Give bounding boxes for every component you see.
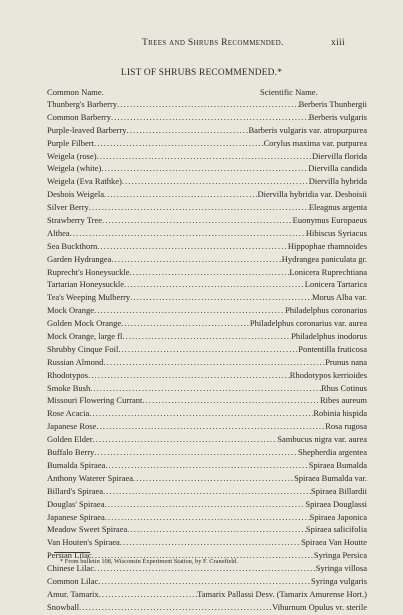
common-name: Anthony Waterer Spiraea [47,472,134,483]
dot-leader [97,241,288,251]
common-name: Van Houten's Spiraea [47,537,120,548]
common-name: Russian Almond [47,356,104,367]
common-name: Amur. Tamarix [47,588,99,599]
list-item [47,331,367,344]
dot-leader [122,331,291,341]
list-item [47,486,367,499]
dot-leader [93,434,278,444]
scientific-name: Lonicera Tartarica [304,279,367,290]
dot-leader [118,344,298,354]
dot-leader [89,408,313,418]
list-item [47,512,367,525]
scientific-name: Syringa Persica [313,550,367,561]
list-item [47,473,367,486]
dot-leader [127,125,249,135]
scientific-name: Philadelphus coronarius [285,305,367,316]
common-name: Sea Buckthorn [47,240,98,251]
footnote: * From bulletin 108, Wisconsin Experiment Station, by F. Cranefield. [60,558,238,565]
list-item [47,434,367,447]
common-name: Purple-leaved Barberry [47,124,127,135]
scientific-name: Spiraea Douglassi [305,498,367,509]
scientific-name: Tamarix Pallassi Desv. (Tamarix Amurense Hort.) [197,588,367,599]
scientific-name: Robinia hispida [313,408,367,419]
common-name: Mock Orange [47,305,94,316]
list-item [47,524,367,537]
common-name: Billard's Spiraea [47,485,104,496]
scientific-name: Rhus Cotinus [320,382,367,393]
list-item [47,125,367,138]
common-name: Chinese Lilac [47,563,94,574]
dot-leader [105,460,308,470]
list-item [47,589,367,602]
footnote-rule [54,552,90,553]
common-name: Golden Elder [47,434,93,445]
dot-leader [130,292,312,302]
common-name: Weigela (white) [47,163,102,174]
scientific-name: Philadelphus inodorus [291,331,367,342]
common-name: Shrubby Cinque Foil [47,343,119,354]
dot-leader [111,112,309,122]
list-item [47,447,367,460]
scientific-name: Diervilla hybridia var. Desboisii [257,189,367,200]
scientific-name: Prunus nana [325,356,367,367]
common-name: Common Lilac [47,575,99,586]
common-name: Rhodotypos [47,369,89,380]
dot-leader [142,395,320,405]
scientific-name: Spiraea Billardii [311,485,367,496]
scientific-name: Euonymus Europaeus [292,215,367,226]
list-item [47,305,367,318]
dot-leader [89,202,309,212]
dot-leader [111,254,281,264]
common-name: Purple Filbert [47,137,94,148]
list-item [47,151,367,164]
list-item [47,408,367,421]
scientific-name: Philadelphus coronarius var. aurea [249,318,367,329]
dot-leader [130,267,290,277]
scientific-name: Syringa villosa [315,563,367,574]
common-name: Tea's Weeping Mulberry [47,292,131,303]
list-item [47,383,367,396]
list-item [47,138,367,151]
running-title: Trees and Shrubs Recommended. [142,37,284,48]
scientific-name: Hydrangea paniculata gr. [281,253,367,264]
dot-leader [117,99,299,109]
scientific-name: Lonicera Ruprechtiana [289,266,367,277]
dot-leader [94,138,264,148]
scientific-name: Syringa vulgaris [311,575,367,586]
dot-leader [98,576,311,586]
dot-leader [121,318,250,328]
page-number: xiii [331,37,345,48]
list-item [47,189,367,202]
list-item [47,163,367,176]
common-name: Japanese Rose [47,421,97,432]
scientific-name: Diervilla florida [312,150,367,161]
scientific-name: Pontentilla fruticosa [298,343,367,354]
scientific-name: Shepherdia argentea [298,447,367,458]
scientific-name: Rhodotypos kerrioides [289,369,367,380]
list-item [47,421,367,434]
common-name: Desbois Weigela [47,189,104,200]
scientific-name: Rosa rugosa [325,421,367,432]
dot-leader [105,512,310,522]
dot-leader [79,602,272,612]
scientific-name: Diervilla hybrida [308,176,367,187]
common-name: Ruprecht's Honeysuckle [47,266,130,277]
common-name: Buffalo Berry [47,447,95,458]
scientific-name: Eleagnus argenta [308,202,367,213]
list-item [47,499,367,512]
common-name: Garden Hydrangea [47,253,112,264]
dot-leader [94,305,285,315]
scientific-name: Berberis Thunbergii [298,99,367,109]
common-name: Weigela (rose) [47,150,97,161]
common-name: Bumalda Spiraea [47,459,106,470]
dot-leader [88,370,290,380]
scientific-name: Spiraea Bumalda var. [294,472,367,483]
scientific-name: Sambucus nigra var. aurea [277,434,367,445]
common-name-header: Common Name. [47,87,104,97]
dot-leader [122,176,309,186]
dot-leader [103,486,311,496]
common-name: Meadow Sweet Spiraea [47,524,128,535]
common-name: Thunberg's Barberry [47,99,118,109]
section-title: LIST OF SHRUBS RECOMMENDED.* [120,68,283,78]
common-name: Smoke Bush [47,382,91,393]
list-item [47,357,367,370]
scientific-name: Ribes aureum [320,395,367,406]
scientific-name: Hibiscus Syriacus [305,227,367,238]
scientific-name: Spiraea Van Houtte [301,537,367,548]
list-item [47,576,367,589]
dot-leader [120,537,301,547]
scientific-name: Berberis vulgaris [308,111,367,122]
list-item [47,267,367,280]
scientific-name: Spiraea Japonica [309,511,367,522]
list-item [47,279,367,292]
list-item [47,112,367,125]
dot-leader [124,279,305,289]
common-name: Weigela (Eva Rathke) [47,176,122,187]
scientific-name: Barberis vulgaris var. atropurpurea [248,124,367,135]
scientific-name: Spiraea Bumalda [308,459,367,470]
dot-leader [101,163,308,173]
common-name: Silver Berry [47,202,89,213]
list-item [47,395,367,408]
dot-leader [104,499,305,509]
dot-leader [94,447,298,457]
scientific-name: Spiraea salicifolia [305,524,367,535]
dot-leader [70,228,306,238]
common-name: Persian Lilac [47,550,92,561]
list-item [47,215,367,228]
list-item [47,99,367,112]
scientific-name-header: Scientific Name. [260,87,318,97]
common-name: Golden Mock Orange [47,318,122,329]
scientific-name: Hippophae rhamnoides [287,240,367,251]
dot-leader [97,151,312,161]
dot-leader [99,589,197,599]
list-item [47,241,367,254]
list-item [47,228,367,241]
common-name: Tartarian Honeysuckle [47,279,125,290]
list-item [47,292,367,305]
common-name: Snowball [47,601,80,612]
list-item [47,537,367,550]
common-name: Douglas' Spiraea [47,498,105,509]
list-item [47,370,367,383]
common-name: Mock Orange, large fl [47,331,123,342]
common-name: Common Barberry [47,111,111,122]
list-item [47,318,367,331]
dot-leader [90,383,321,393]
scientific-name: Morus Alba var. [311,292,367,303]
dot-leader [103,357,325,367]
dot-leader [133,473,294,483]
common-name: Althea [47,227,70,238]
common-name: Rose Acacia [47,408,90,419]
dot-leader [102,215,293,225]
scientific-name: Viburnum Opulus vr. sterile [272,601,367,612]
shrub-list [47,99,367,615]
scientific-name: Diervilla candida [308,163,367,174]
list-item [47,176,367,189]
list-item [47,254,367,267]
scientific-name: Corylus maxima var. purpurea [263,137,367,148]
list-item [47,344,367,357]
common-name: Missouri Flowering Currant [47,395,143,406]
common-name: Strawberry Tree [47,215,103,226]
list-item [47,202,367,215]
list-item [47,460,367,473]
common-name: Japanese Spiraea [47,511,105,522]
dot-leader [104,189,257,199]
list-item [47,602,367,615]
dot-leader [127,524,306,534]
dot-leader [96,421,325,431]
